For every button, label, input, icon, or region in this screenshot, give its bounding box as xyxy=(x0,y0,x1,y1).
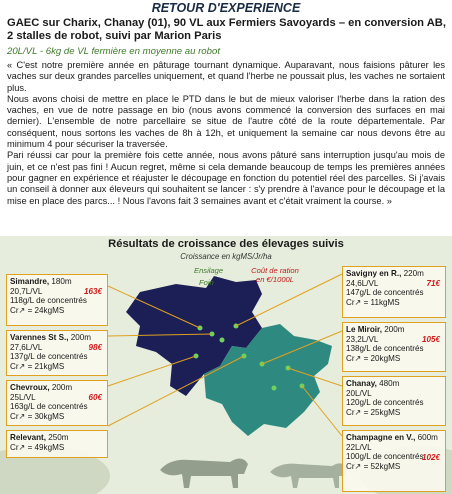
farm-cost: 60€ xyxy=(88,393,102,402)
farm-altitude: 220m xyxy=(401,269,424,278)
results-panel xyxy=(0,236,452,494)
farm-altitude: 480m xyxy=(376,379,400,388)
farm-line: 20,7L/VL xyxy=(10,286,43,296)
farm-altitude: 200m xyxy=(381,325,405,334)
farm-card-le-miroir xyxy=(342,322,446,372)
farm-dot xyxy=(272,386,277,391)
farm-cost: 105€ xyxy=(421,335,440,344)
farm-name: Le Miroir, xyxy=(346,325,382,334)
farm-name: Chevroux, xyxy=(10,383,50,392)
farm-line: 163g/L de concentrés xyxy=(10,402,88,412)
farm-cost: 102€ xyxy=(421,453,440,462)
farm-card-simandre xyxy=(6,274,108,326)
farm-card-chevroux xyxy=(6,380,108,426)
farm-line: 20L/VL xyxy=(346,388,372,398)
farm-line: 147g/L de concentrés xyxy=(346,288,424,298)
farm-card-chanay xyxy=(342,376,446,426)
farm-line: 23,2L/VL xyxy=(346,334,379,344)
farm-altitude: 200m xyxy=(68,333,91,342)
farm-line: Cr↗ = 52kgMS xyxy=(346,461,401,471)
farm-altitude: 250m xyxy=(46,433,69,442)
farm-line: Cr↗ = 20kgMS xyxy=(346,353,401,363)
farm-line: Cr↗ = 49kgMS xyxy=(10,442,65,452)
farm-name: Savigny en R., xyxy=(346,269,402,278)
panel-subtitle: Croissance en kgMS/Jr/ha xyxy=(180,252,272,261)
legend-cost: Coût de ration en €/1000L xyxy=(251,266,299,284)
paragraph: Pari réussi car pour la première fois cette année, nous avons pâturé sans interruption jusqu'au mois de juin, et ce n'est pas fini ! Aucun regret, même si cela demande beaucoup de temps les premières années pour gagner en expérience et réajuster le découpage en fonction du potentiel réel des parcelles. Si j'avais un conseil à donner aux éleveurs qui souhaitent se lancer : s'y prendre à l'avance pour le découpage et la mise en place des parcs... ! Nous l'avons fait 3 semaines avant et c'était vraiment la course. » xyxy=(7,150,445,206)
farm-line: 25L/VL xyxy=(10,392,36,402)
farm-line: Cr↗ = 11kgMS xyxy=(346,297,400,307)
farm-line: 120g/L de concentrés xyxy=(346,398,424,408)
farm-card-champagne xyxy=(342,430,446,492)
farm-line: 22L/VL xyxy=(346,442,372,452)
farm-line: Cr↗ = 24kgMS xyxy=(10,305,65,315)
farm-altitude: 180m xyxy=(49,277,72,286)
farm-cost: 163€ xyxy=(83,287,102,296)
farm-name: Relevant, xyxy=(10,433,46,442)
paragraph: « C'est notre première année en pâturage tournant dynamique. Auparavant, nous faisions pâturer les vaches sur deux grandes parcelles uniquement, et quand l'herbe ne poussait plus, les vaches ne sortaient plus. xyxy=(7,60,445,93)
farm-line: Cr↗ = 30kgMS xyxy=(10,411,65,421)
paragraph: Nous avons choisi de mettre en place le PTD dans le but de mieux valoriser l'herbe dans la ration des vaches, en vue de notre passage en bio (nous avons commencé la conversion des surfaces en mai dernier). L'ensemble de notre parcellaire se situe de l'autre côté de la route départementale. Par conséquent, nous sortons les vaches de 8h à 12h, et uniquement la semaine car nous devons être au minimum 4 pour sécuriser la traversée. xyxy=(7,93,445,150)
farm-name: Simandre, xyxy=(10,277,50,286)
farm-line: Cr↗ = 25kgMS xyxy=(346,407,401,417)
farm-line: 27,6L/VL xyxy=(10,342,43,352)
farm-line: 24,6L/VL xyxy=(346,278,379,288)
farm-card-varennes xyxy=(6,330,108,376)
article-body xyxy=(7,60,445,207)
farm-cost: 98€ xyxy=(88,343,102,352)
farm-altitude: 600m xyxy=(415,433,438,442)
article-tagline: 20L/VL - 6kg de VL fermière en moyenne au robot xyxy=(7,46,220,57)
legend-ensilage: Ensilage xyxy=(194,266,224,275)
farm-name: Chanay, xyxy=(346,379,377,388)
farm-line: 137g/L de concentrés xyxy=(10,352,88,362)
farm-line: 100g/L de concentrés xyxy=(346,452,424,462)
page-title: RETOUR D'EXPERIENCE xyxy=(151,1,301,15)
farm-altitude: 200m xyxy=(49,383,73,392)
farm-card-relevant xyxy=(6,430,108,458)
farm-card-savigny xyxy=(342,266,446,318)
farm-cost: 71€ xyxy=(426,279,440,288)
farm-line: Cr↗ = 21kgMS xyxy=(10,361,65,371)
article-subtitle: GAEC sur Charix, Chanay (01), 90 VL aux Fermiers Savoyards – en conversion AB, 2 stalles de robot, suivi par Marion Paris xyxy=(7,17,446,42)
legend-foin: Foin xyxy=(199,278,214,287)
panel-title: Résultats de croissance des élevages suivis xyxy=(108,238,344,250)
farm-line: 118g/L de concentrés xyxy=(10,296,87,306)
farm-line: 138g/L de concentrés xyxy=(346,344,424,354)
farm-name: Champagne en V., xyxy=(346,433,416,442)
farm-dot xyxy=(220,338,225,343)
farm-name: Varennes St S., xyxy=(10,333,69,342)
